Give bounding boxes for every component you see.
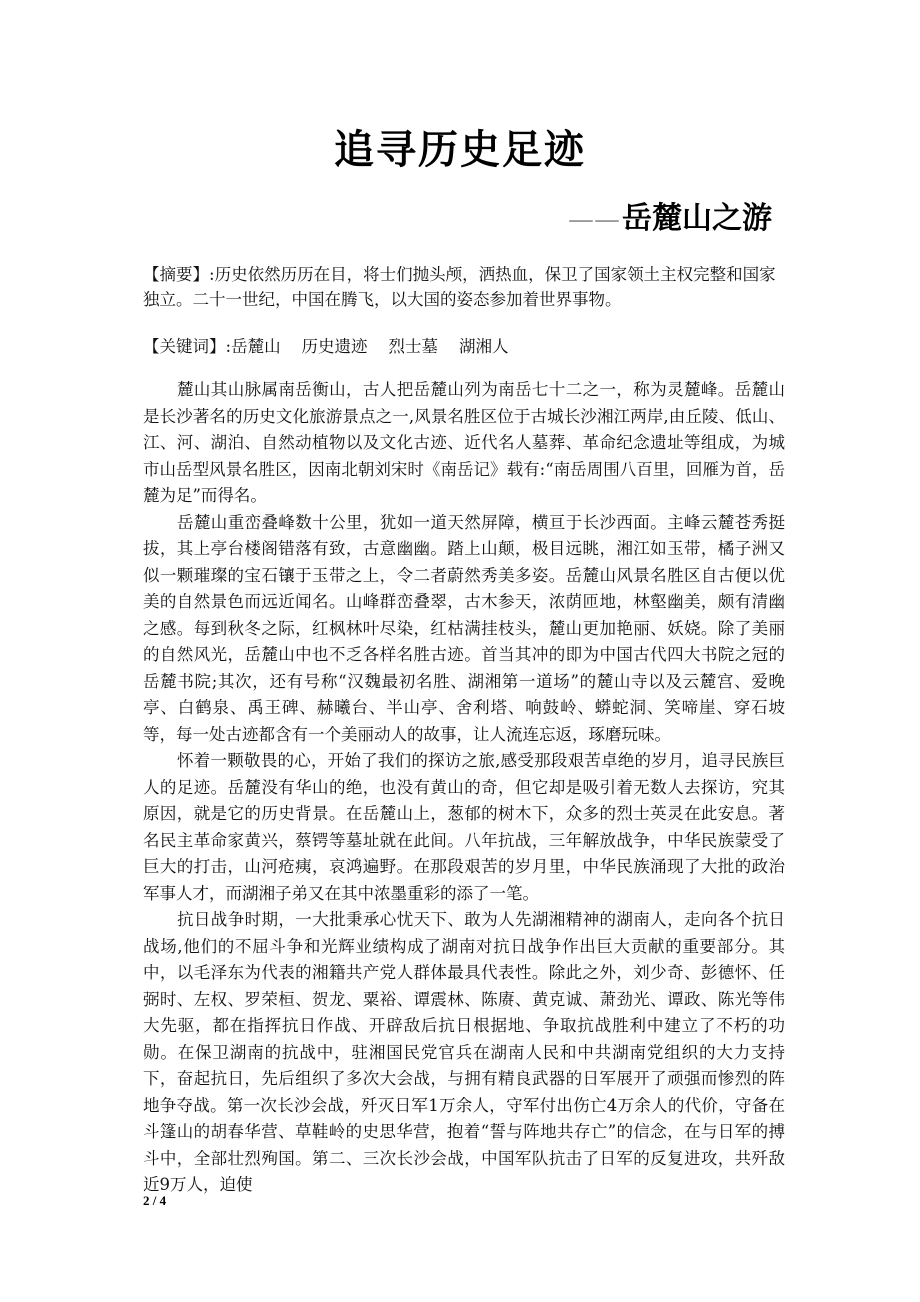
abstract-label: 【摘要】:: [143, 265, 215, 284]
page-indicator: 2 / 4: [143, 1193, 167, 1208]
keywords-text: 岳麓山 历史遗迹 烈士墓 湖湘人: [231, 337, 509, 356]
paragraph: 岳麓山重峦叠峰数十公里，犹如一道天然屏障，横亘于长沙西面。主峰云麓苍秀挺拔，其上亭台楼阁错落有致，古意幽幽。踏上山颠，极目远眺，湘江如玉带，橘子洲又似一颗璀璨的宝石镶于玉带之上，令二者蔚然秀美多姿。岳麓山风景名胜区自古便以优美的自然景色而远近闻名。山峰群峦叠翠，古木参天，浓荫匝地，林壑幽美，颇有清幽之感。每到秋冬之际，红枫林叶尽染，红枯满挂枝头，麓山更加艳丽、妖娆。除了美丽的自然风光，岳麓山中也不乏各样名胜古迹。首当其冲的即为中国古代四大书院之冠的岳麓书院;其次，还有号称“汉魏最初名胜、湖湘第一道场”的麓山寺以及云麓宫、爱晚亭、白鹤泉、禹王碑、赫曦台、半山亭、舍利塔、响鼓岭、蟒蛇洞、笑啼崖、穿石坡等，每一处古迹都含有一个美丽动人的故事，让人流连忘返，琢磨玩味。: [143, 512, 785, 744]
paragraph: 抗日战争时期，一大批秉承心忧天下、敢为人先湖湘精神的湖南人，走向各个抗日战场,他们的不屈斗争和光辉业绩构成了湖南对抗日战争作出巨大贡献的重要部分。其中，以毛泽东为代表的湘籍共产党人群体最具代表性。除此之外，刘少奇、彭德怀、任弼时、左权、罗荣桓、贺龙、粟裕、谭震林、陈赓、黄克诚、萧劲光、谭政、陈光等伟大先驱，都在指挥抗日作战、开辟敌后抗日根据地、争取抗战胜利中建立了不朽的功勋。在保卫湖南的抗战中，驻湘国民党官兵在湖南人民和中共湖南党组织的大力支持下，奋起抗日，先后组织了多次大会战，与拥有精良武器的日军展开了顽强而惨烈的阵地争夺战。第一次长沙会战，歼灭日军1万余人，守军付出伤亡4万余人的代价，守备在斗篷山的胡春华营、草鞋岭的史思华营，抱着“誓与阵地共存亡”的信念，在与日军的搏斗中，全部壮烈殉国。第二、三次长沙会战，中国军队抗击了日军的反复进攻，共歼敌近9万人，迫使: [143, 910, 785, 1194]
abstract: [143, 262, 783, 312]
keywords-label: 【关键词】:: [143, 337, 232, 356]
paragraph: 麓山其山脉属南岳衡山，古人把岳麓山列为南岳七十二之一，称为灵麓峰。岳麓山是长沙著名的历史文化旅游景点之一,风景名胜区位于古城长沙湘江两岸,由丘陵、低山、江、河、湖泊、自然动植物以及文化古迹、近代名人墓葬、革命纪念遗址等组成，为城市山岳型风景名胜区，因南北朝刘宋时《南岳记》载有:“南岳周围八百里，回雁为首，岳麓为足”而得名。: [143, 380, 785, 505]
abstract-text: 历史依然历历在目，将士们抛头颅，洒热血，保卫了国家领土主权完整和国家独立。二十一世纪，中国在腾飞，以大国的姿态参加着世界事物。: [143, 265, 776, 309]
document-title: 追寻历史足迹: [334, 127, 586, 173]
keywords: [143, 334, 783, 359]
subtitle-dash: ——: [568, 205, 620, 235]
body-text: [143, 377, 785, 1199]
paragraph: 怀着一颗敬畏的心，开始了我们的探访之旅,感受那段艰苦卓绝的岁月，追寻民族巨人的足迹。岳麓没有华山的绝，也没有黄山的奇，但它却是吸引着无数人去探访，究其原因，就是它的历史背景。在岳麓山上，葱郁的树木下，众多的烈士英灵在此安息。著名民主革命家黄兴，蔡锷等墓址就在此间。八年抗战，三年解放战争，中华民族蒙受了巨大的打击，山河疮痍，哀鸿遍野。在那段艰苦的岁月里，中华民族涌现了大批的政治军事人才，而湖湘子弟又在其中浓墨重彩的添了一笔。: [143, 751, 785, 903]
subtitle-text: 岳麓山之游: [622, 201, 772, 236]
document-subtitle: [568, 193, 772, 237]
